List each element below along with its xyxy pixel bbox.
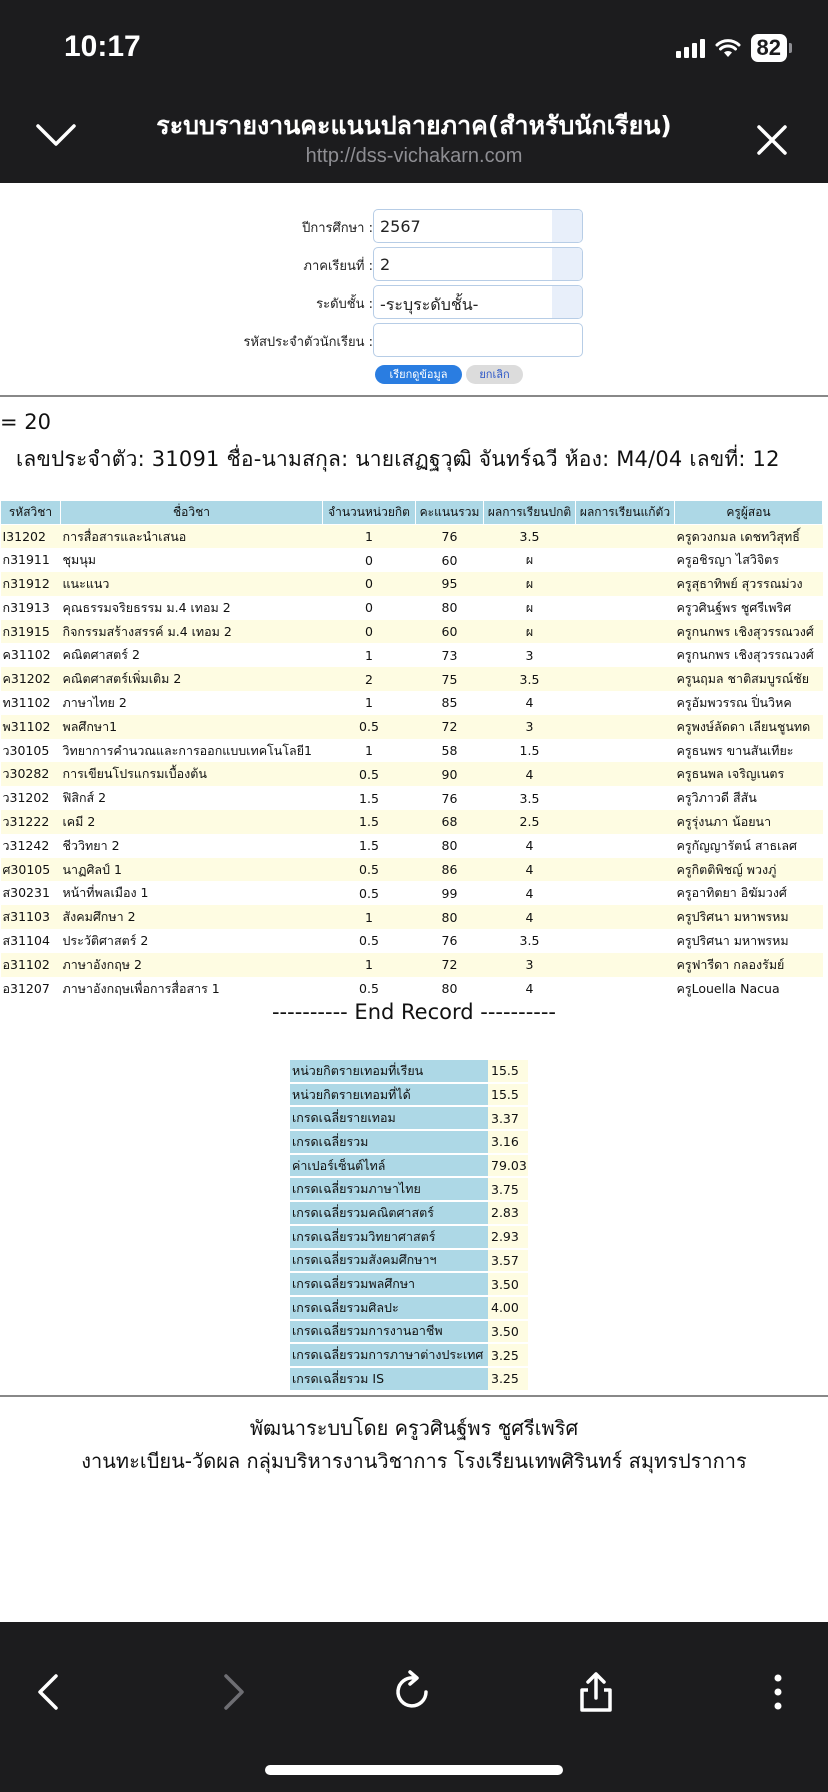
credit: 0.5 <box>323 762 416 786</box>
grade: 4 <box>484 977 576 1001</box>
grade: 2.5 <box>484 810 576 834</box>
summary-label: ค่าเปอร์เซ็นต์ไทล์ <box>290 1155 488 1177</box>
credit: 0 <box>323 620 416 644</box>
credit: 0 <box>323 596 416 620</box>
credit: 1 <box>323 643 416 667</box>
summary-label: เกรดเฉลี่ยรวมศิลปะ <box>290 1297 488 1319</box>
credit: 0.5 <box>323 881 416 905</box>
column-header: ชื่อวิชา <box>61 501 323 525</box>
summary-row <box>290 1273 528 1295</box>
teacher: ครูสุธาทิพย์ สุวรรณม่วง <box>675 572 823 596</box>
teacher: ครูฟารีดา กลองรัมย์ <box>675 953 823 977</box>
summary-value: 3.57 <box>488 1250 528 1272</box>
teacher: ครูกนกพร เชิงสุวรรณวงศ์ <box>675 643 823 667</box>
grades-table <box>0 500 823 1000</box>
subject-name: คุณธรรมจริยธรรม ม.4 เทอม 2 <box>61 596 323 620</box>
subject-code: ว31222 <box>1 810 61 834</box>
total-score: 95 <box>416 572 484 596</box>
total-score: 58 <box>416 739 484 763</box>
subject-code: ค31202 <box>1 667 61 691</box>
subject-code: ส31104 <box>1 929 61 953</box>
status-time: 10:17 <box>64 30 141 63</box>
teacher: ครูพงษ์ลัดดา เลียนชูนทด <box>675 715 823 739</box>
subject-code: I31202 <box>1 525 61 549</box>
regrade <box>576 715 675 739</box>
table-row <box>1 810 823 834</box>
back-icon[interactable] <box>28 1670 72 1714</box>
student-id-input[interactable] <box>373 323 583 357</box>
summary-value: 2.83 <box>488 1202 528 1224</box>
subject-name: หน้าที่พลเมือง 1 <box>61 881 323 905</box>
table-row <box>1 762 823 786</box>
teacher: ครูอชิรญา ไสวิจิตร <box>675 548 823 572</box>
battery-nub <box>789 43 792 53</box>
page-title: ระบบรายงานคะแนนปลายภาค(สำหรับนักเรียน) <box>156 111 672 140</box>
regrade <box>576 977 675 1001</box>
share-icon[interactable] <box>574 1670 618 1714</box>
subject-code: ค31102 <box>1 643 61 667</box>
table-row <box>1 643 823 667</box>
cellular-signal-icon <box>676 38 705 58</box>
fetch-data-button[interactable]: เรียกดูข้อมูล <box>375 365 462 384</box>
subject-name: การเขียนโปรแกรมเบื้องต้น <box>61 762 323 786</box>
table-row <box>1 739 823 763</box>
year-label: ปีการศึกษา : <box>302 221 373 236</box>
subject-name: ภาษาไทย 2 <box>61 691 323 715</box>
divider <box>0 1395 828 1397</box>
summary-label: เกรดเฉลี่ยรวม <box>290 1131 488 1153</box>
grade: 1.5 <box>484 739 576 763</box>
grades-header-row <box>1 501 823 525</box>
summary-row <box>290 1344 528 1366</box>
table-row <box>1 572 823 596</box>
subject-name: คณิตศาสตร์เพิ่มเติม 2 <box>61 667 323 691</box>
close-icon[interactable] <box>756 124 788 156</box>
summary-label: เกรดเฉลี่ยรวมพลศึกษา <box>290 1273 488 1295</box>
grade: ผ <box>484 572 576 596</box>
subject-name: ฟิสิกส์ 2 <box>61 786 323 810</box>
regrade <box>576 834 675 858</box>
browser-header <box>0 0 828 183</box>
table-row <box>1 667 823 691</box>
subject-name: การสื่อสารและนำเสนอ <box>61 525 323 549</box>
column-header: ผลการเรียนแก้ตัว <box>576 501 675 525</box>
teacher: ครูกิตติพิชญ์ พวงภู่ <box>675 858 823 882</box>
select-arrow-area <box>552 210 582 242</box>
teacher: ครูธนพร ขานสันเทียะ <box>675 739 823 763</box>
credit: 0 <box>323 548 416 572</box>
subject-code: อ31102 <box>1 953 61 977</box>
grade: 4 <box>484 691 576 715</box>
total-score: 76 <box>416 525 484 549</box>
credit: 0 <box>323 572 416 596</box>
regrade <box>576 762 675 786</box>
credit: 2 <box>323 667 416 691</box>
table-row <box>1 548 823 572</box>
select-arrow-area <box>552 286 582 318</box>
teacher: ครูปริศนา มหาพรหม <box>675 905 823 929</box>
subject-name: ภาษาอังกฤษเพื่อการสื่อสาร 1 <box>61 977 323 1001</box>
regrade <box>576 691 675 715</box>
end-record-marker: ---------- End Record ---------- <box>271 1000 557 1024</box>
grade: 3 <box>484 643 576 667</box>
total-score: 72 <box>416 715 484 739</box>
subject-name: พลศึกษา1 <box>61 715 323 739</box>
credit: 1 <box>323 691 416 715</box>
summary-row <box>290 1321 528 1343</box>
summary-value: 3.25 <box>488 1368 528 1390</box>
grade: 3.5 <box>484 786 576 810</box>
total-score: 99 <box>416 881 484 905</box>
summary-value: 15.5 <box>488 1084 528 1106</box>
table-row <box>1 953 823 977</box>
grade: 4 <box>484 905 576 929</box>
summary-row <box>290 1060 528 1082</box>
teacher: ครูอัมพวรรณ ปิ่นวิหค <box>675 691 823 715</box>
chevron-down-icon[interactable] <box>34 120 78 150</box>
teacher: ครูธนพล เจริญเนตร <box>675 762 823 786</box>
subject-name: แนะแนว <box>61 572 323 596</box>
page-url: http://dss-vichakarn.com <box>305 145 523 167</box>
summary-label: เกรดเฉลี่ยรวม IS <box>290 1368 488 1390</box>
teacher: ครูอาทิตยา อิฆัมวงศ์ <box>675 881 823 905</box>
student-id-label: รหัสประจำตัวนักเรียน : <box>243 335 373 350</box>
browser-toolbar <box>0 1622 828 1792</box>
summary-value: 3.25 <box>488 1344 528 1366</box>
teacher: ครูกนกพร เชิงสุวรรณวงศ์ <box>675 620 823 644</box>
total-score: 75 <box>416 667 484 691</box>
grade: 3 <box>484 715 576 739</box>
student-info: เลขประจำตัว: 31091 ชื่อ-นามสกุล: นายเสฏฐวุฒิ จันทร์ฉวี ห้อง: M4/04 เลขที่: 12 <box>16 447 780 471</box>
summary-label: เกรดเฉลี่ยรวมภาษาไทย <box>290 1178 488 1200</box>
total-score: 73 <box>416 643 484 667</box>
credit: 1 <box>323 953 416 977</box>
column-header: รหัสวิชา <box>1 501 61 525</box>
subject-code: ก31915 <box>1 620 61 644</box>
summary-label: เกรดเฉลี่ยรายเทอม <box>290 1107 488 1129</box>
grade: ผ <box>484 548 576 572</box>
table-row <box>1 786 823 810</box>
teacher: ครูดวงกมล เดชทวิสุทธิ์ <box>675 525 823 549</box>
credit: 1.5 <box>323 786 416 810</box>
level-label: ระดับชั้น : <box>316 297 373 312</box>
teacher: ครูLouella Nacua <box>675 977 823 1001</box>
regrade <box>576 786 675 810</box>
divider <box>0 395 828 397</box>
regrade <box>576 525 675 549</box>
summary-row <box>290 1131 528 1153</box>
regrade <box>576 953 675 977</box>
summary-row <box>290 1107 528 1129</box>
total-score: 76 <box>416 786 484 810</box>
level-row <box>0 285 828 319</box>
summary-row <box>290 1202 528 1224</box>
term-label: ภาคเรียนที่ : <box>303 259 373 274</box>
regrade <box>576 810 675 834</box>
grade: 3.5 <box>484 525 576 549</box>
total-score: 68 <box>416 810 484 834</box>
subject-code: ก31912 <box>1 572 61 596</box>
table-row <box>1 929 823 953</box>
regrade <box>576 858 675 882</box>
summary-value: 15.5 <box>488 1060 528 1082</box>
column-header: ผลการเรียนปกติ <box>484 501 576 525</box>
credit: 0.5 <box>323 858 416 882</box>
summary-row <box>290 1084 528 1106</box>
subject-code: ว30282 <box>1 762 61 786</box>
total-score: 90 <box>416 762 484 786</box>
subject-name: ชุมนุม <box>61 548 323 572</box>
summary-label: เกรดเฉลี่ยรวมคณิตศาสตร์ <box>290 1202 488 1224</box>
table-row <box>1 905 823 929</box>
subject-name: ภาษาอังกฤษ 2 <box>61 953 323 977</box>
summary-label: เกรดเฉลี่ยรวมการภาษาต่างประเทศ <box>290 1344 488 1366</box>
level-select[interactable] <box>373 285 583 319</box>
summary-label: หน่วยกิตรายเทอมที่เรียน <box>290 1060 488 1082</box>
regrade <box>576 905 675 929</box>
summary-table <box>290 1058 528 1392</box>
summary-value: 3.75 <box>488 1178 528 1200</box>
grade: 4 <box>484 834 576 858</box>
regrade <box>576 667 675 691</box>
credit: 1 <box>323 525 416 549</box>
year-row <box>0 209 828 243</box>
teacher: ครูนฤมล ชาติสมบูรณ์ชัย <box>675 667 823 691</box>
forward-icon[interactable] <box>210 1670 254 1714</box>
regrade <box>576 572 675 596</box>
wifi-icon <box>715 38 741 58</box>
summary-row <box>290 1155 528 1177</box>
subject-code: ส31103 <box>1 905 61 929</box>
summary-value: 2.93 <box>488 1226 528 1248</box>
subject-code: ว31202 <box>1 786 61 810</box>
subject-name: นาฏศิลป์ 1 <box>61 858 323 882</box>
grade: 3.5 <box>484 667 576 691</box>
total-score: 60 <box>416 548 484 572</box>
grade: 3.5 <box>484 929 576 953</box>
table-row <box>1 620 823 644</box>
more-icon[interactable] <box>756 1670 800 1714</box>
summary-value: 3.37 <box>488 1107 528 1129</box>
grade: ผ <box>484 620 576 644</box>
column-header: จำนวนหน่วยกิต <box>323 501 416 525</box>
status-icons <box>676 34 792 62</box>
table-row <box>1 881 823 905</box>
subject-name: กิจกรรมสร้างสรรค์ ม.4 เทอม 2 <box>61 620 323 644</box>
grade: ผ <box>484 596 576 620</box>
summary-row <box>290 1368 528 1390</box>
subject-name: สังคมศึกษา 2 <box>61 905 323 929</box>
subject-name: เคมี 2 <box>61 810 323 834</box>
subject-code: ศ30105 <box>1 858 61 882</box>
credit: 1 <box>323 905 416 929</box>
term-select[interactable] <box>373 247 583 281</box>
grade: 4 <box>484 762 576 786</box>
total-score: 80 <box>416 834 484 858</box>
credit: 1.5 <box>323 810 416 834</box>
subject-name: คณิตศาสตร์ 2 <box>61 643 323 667</box>
reload-icon[interactable] <box>392 1670 436 1714</box>
summary-row <box>290 1297 528 1319</box>
department-credit: งานทะเบียน-วัดผล กลุ่มบริหารงานวิชาการ โรงเรียนเทพศิรินทร์ สมุทรปราการ <box>81 1449 747 1473</box>
subject-code: ก31911 <box>1 548 61 572</box>
regrade <box>576 881 675 905</box>
grade: 3 <box>484 953 576 977</box>
home-indicator <box>265 1765 563 1775</box>
summary-value: 3.50 <box>488 1321 528 1343</box>
total-score: 72 <box>416 953 484 977</box>
total-score: 86 <box>416 858 484 882</box>
summary-value: 3.16 <box>488 1131 528 1153</box>
summary-row <box>290 1226 528 1248</box>
regrade <box>576 548 675 572</box>
column-header: ครูผู้สอน <box>675 501 823 525</box>
year-select[interactable] <box>373 209 583 243</box>
summary-label: หน่วยกิตรายเทอมที่ได้ <box>290 1084 488 1106</box>
table-row <box>1 834 823 858</box>
subject-code: ว31242 <box>1 834 61 858</box>
subject-code: ว30105 <box>1 739 61 763</box>
credit: 0.5 <box>323 715 416 739</box>
regrade <box>576 739 675 763</box>
regrade <box>576 643 675 667</box>
record-count: = 20 <box>0 410 51 434</box>
subject-code: อ31207 <box>1 977 61 1001</box>
column-header: คะแนนรวม <box>416 501 484 525</box>
teacher: ครูวศินฐ์พร ชูศรีเพริศ <box>675 596 823 620</box>
term-row <box>0 247 828 281</box>
grade: 4 <box>484 858 576 882</box>
table-row <box>1 525 823 549</box>
regrade <box>576 620 675 644</box>
summary-value: 79.03 <box>488 1155 528 1177</box>
grade: 4 <box>484 881 576 905</box>
battery-indicator: 82 <box>751 34 787 62</box>
total-score: 80 <box>416 596 484 620</box>
summary-label: เกรดเฉลี่ยรวมการงานอาชีพ <box>290 1321 488 1343</box>
term-value: 2 <box>380 255 391 274</box>
subject-name: วิทยาการคำนวณและการออกแบบเทคโนโลยี1 <box>61 739 323 763</box>
teacher: ครูปริศนา มหาพรหม <box>675 929 823 953</box>
subject-name: ประวัติศาสตร์ 2 <box>61 929 323 953</box>
developer-credit: พัฒนาระบบโดย ครูวศินฐ์พร ชูศรีเพริศ <box>249 1416 579 1440</box>
total-score: 85 <box>416 691 484 715</box>
credit: 1.5 <box>323 834 416 858</box>
subject-code: ส30231 <box>1 881 61 905</box>
subject-code: พ31102 <box>1 715 61 739</box>
summary-label: เกรดเฉลี่ยรวมสังคมศึกษาฯ <box>290 1250 488 1272</box>
select-arrow-area <box>552 248 582 280</box>
total-score: 76 <box>416 929 484 953</box>
table-row <box>1 977 823 1001</box>
credit: 1 <box>323 739 416 763</box>
summary-row <box>290 1250 528 1272</box>
subject-name: ชีววิทยา 2 <box>61 834 323 858</box>
credit: 0.5 <box>323 977 416 1001</box>
teacher: ครูกัญญารัตน์ สาธเลศ <box>675 834 823 858</box>
credit: 0.5 <box>323 929 416 953</box>
subject-code: ท31102 <box>1 691 61 715</box>
table-row <box>1 691 823 715</box>
teacher: ครูรุ่งนภา น้อยนา <box>675 810 823 834</box>
regrade <box>576 929 675 953</box>
total-score: 80 <box>416 905 484 929</box>
table-row <box>1 596 823 620</box>
level-value: -ระบุระดับชั้น- <box>380 295 479 314</box>
teacher: ครูวิภาวดี สีสัน <box>675 786 823 810</box>
total-score: 60 <box>416 620 484 644</box>
summary-value: 4.00 <box>488 1297 528 1319</box>
table-row <box>1 858 823 882</box>
total-score: 80 <box>416 977 484 1001</box>
summary-row <box>290 1178 528 1200</box>
summary-label: เกรดเฉลี่ยรวมวิทยาศาสตร์ <box>290 1226 488 1248</box>
summary-value: 3.50 <box>488 1273 528 1295</box>
regrade <box>576 596 675 620</box>
year-value: 2567 <box>380 217 421 236</box>
subject-code: ก31913 <box>1 596 61 620</box>
table-row <box>1 715 823 739</box>
student-id-row <box>0 323 828 357</box>
cancel-button[interactable]: ยกเลิก <box>466 365 523 384</box>
